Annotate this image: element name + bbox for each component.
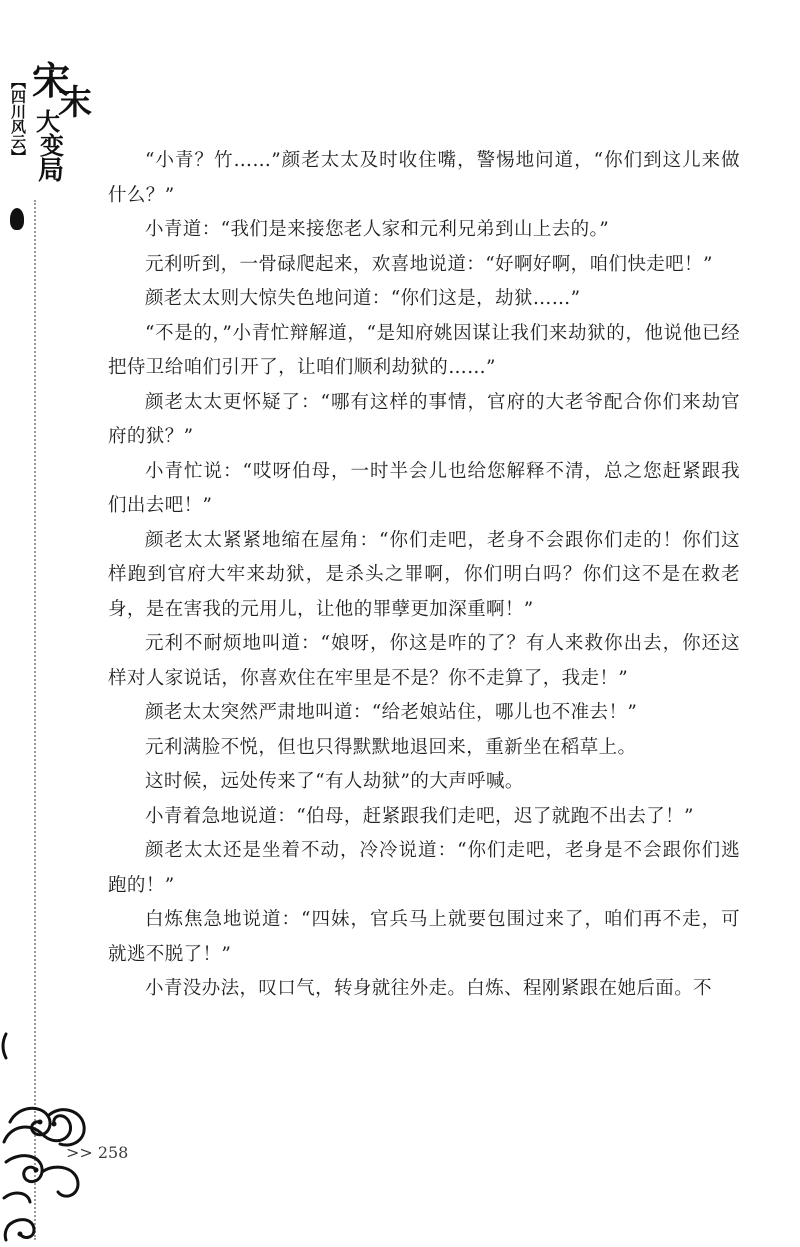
paragraph: 小青着急地说道：“伯母，赶紧跟我们走吧，迟了就跑不出去了！” [145, 805, 694, 827]
paragraph: 小青忙说：“哎呀伯母，一时半会儿也给您解释不清，总之您赶紧跟我们出去吧！” [108, 460, 740, 516]
running-header [6, 58, 92, 202]
cloud-ornament [0, 1030, 110, 1243]
book-title-char-3: 大 [36, 107, 60, 136]
folio-arrows: >> [66, 1143, 93, 1162]
paragraph: 元利听到，一骨碌爬起来，欢喜地说道：“好啊好啊，咱们快走吧！” [145, 253, 713, 275]
paragraph: 元利满脸不悦，但也只得默默地退回来，重新坐在稻草上。 [145, 736, 637, 758]
paragraph: 小青道：“我们是来接您老人家和元利兄弟到山上去的。” [145, 219, 610, 240]
paragraph: 颜老太太突然严肃地叫道：“给老娘站住，哪儿也不准去！” [145, 702, 638, 723]
page-number-value: 258 [97, 1143, 129, 1162]
series-label: 【四川风云】 [9, 74, 27, 164]
paragraph: 这时候，远处传来了“有人劫狱”的大声呼喊。 [145, 771, 524, 792]
book-title-char-5: 局 [38, 156, 65, 186]
paragraph: 颜老太太则大惊失色地问道：“你们这是，劫狱……” [145, 288, 581, 309]
paragraph: 白炼焦急地说道：“四妹，官兵马上就要包围过来了，咱们再不走，可就逃不脱了！” [108, 909, 740, 965]
book-title-char-1: 宋 [32, 58, 71, 103]
book-title [30, 58, 92, 202]
book-title-char-2: 末 [58, 83, 92, 123]
book-title-char-4: 变 [40, 131, 64, 160]
seal-mark [10, 208, 24, 230]
paragraph: “不是的，”小青忙辩解道，“是知府姚因谋让我们来劫狱的，他说他已经把侍卫给咱们引开了，让咱们顺利劫狱的……” [108, 322, 740, 378]
body-text [108, 144, 740, 1007]
paragraph: “小青？竹……”颜老太太及时收住嘴，警惕地问道，“你们到这儿来做什么？” [108, 150, 740, 206]
paragraph: 颜老太太还是坐着不动，冷冷说道：“你们走吧，老身是不会跟你们逃跑的！” [108, 840, 740, 896]
paragraph: 颜老太太紧紧地缩在屋角：“你们走吧，老身不会跟你们走的！你们这样跑到官府大牢来劫狱，是杀头之罪啊，你们明白吗？你们这不是在救老身，是在害我的元用儿，让他的罪孽更加深重啊！” [108, 529, 740, 620]
paragraph: 元利不耐烦地叫道：“娘呀，你这是咋的了？有人来救你出去，你还这样对人家说话，你喜欢住在牢里是不是？你不走算了，我走！” [108, 633, 740, 689]
paragraph: 小青没办法，叹口气，转身就往外走。白炼、程刚紧跟在她后面。不 [145, 978, 713, 999]
paragraph: 颜老太太更怀疑了：“哪有这样的事情，官府的大老爷配合你们来劫官府的狱？” [108, 391, 740, 447]
